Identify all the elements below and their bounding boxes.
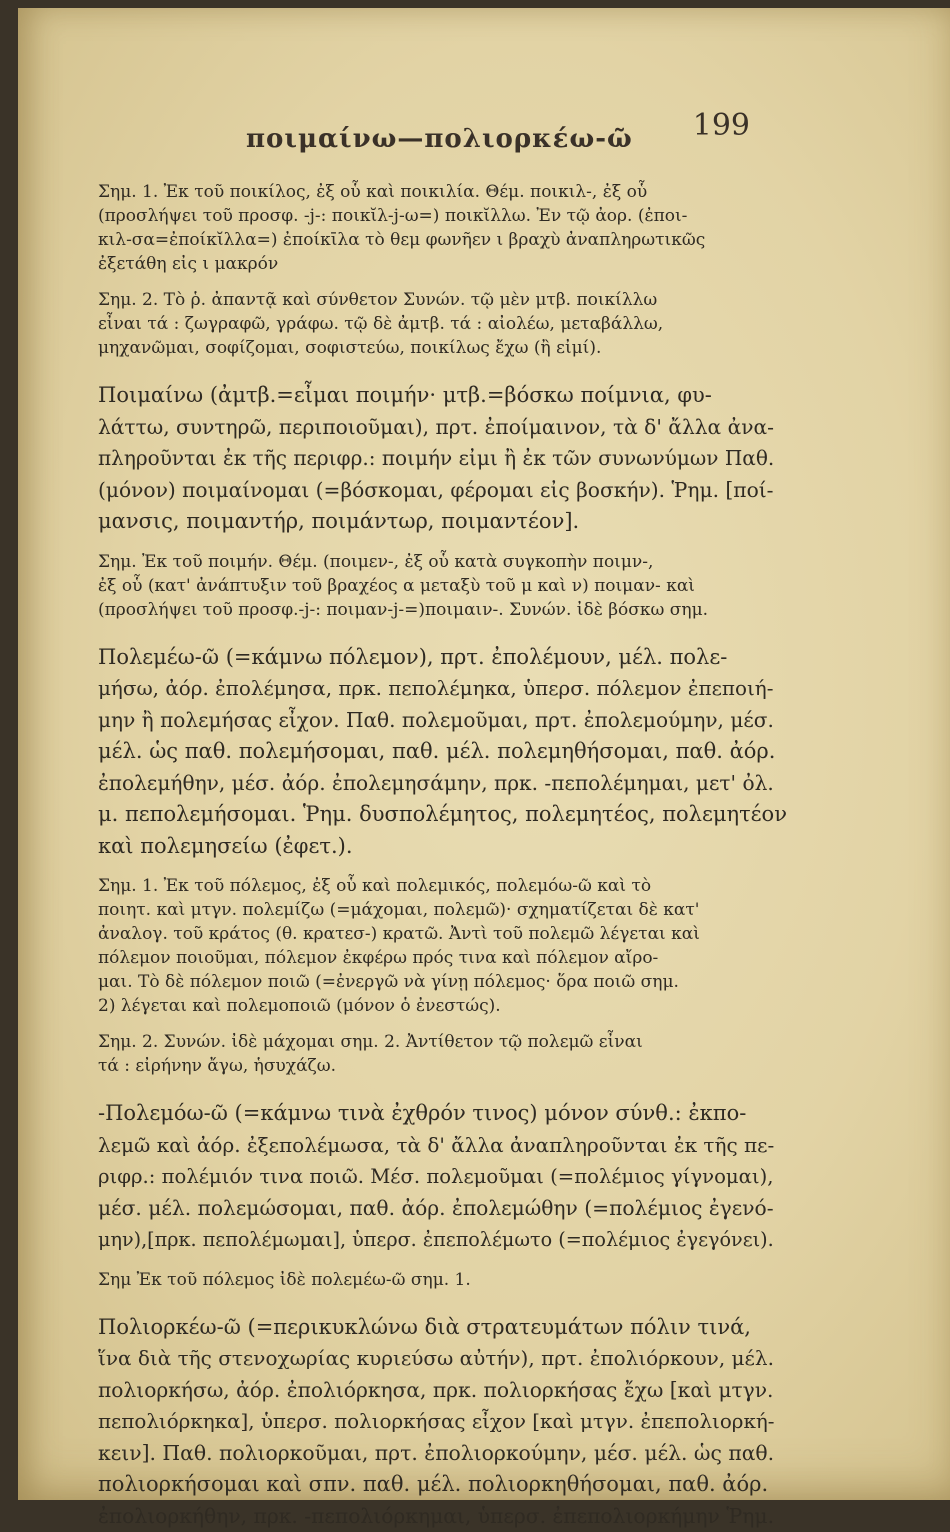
page-number: 199: [693, 108, 750, 143]
text-line: πολιορκήσομαι καὶ σπν. παθ. μέλ. πολιορκηθήσομαι, παθ. ἀόρ.: [98, 1469, 788, 1501]
text-line: πληροῦνται ἐκ τῆς περιφρ.: ποιμήν εἰμι ἢ ἐκ τῶν συνωνύμων Παθ.: [98, 443, 788, 475]
text-line: εἶναι τά : ζωγραφῶ, γράφω. τῷ δὲ ἀμτβ. τά : αἰολέω, μεταβάλλω,: [98, 312, 788, 336]
dictionary-entry: [98, 642, 788, 863]
text-line: μην ἢ πολεμήσας εἶχον. Παθ. πολεμοῦμαι, πρτ. ἐπολεμούμην, μέσ.: [98, 705, 788, 737]
text-line: Σημ. 2. Τὸ ῥ. ἀπαντᾷ καὶ σύνθετον Συνών. τῷ μὲν μτβ. ποικίλλω: [98, 288, 788, 312]
text-line: μέσ. μέλ. πολεμώσομαι, παθ. ἀόρ. ἐπολεμώθην (=πολέμιος ἐγενό-: [98, 1193, 788, 1225]
note-paragraph: [98, 874, 788, 1018]
text-line: καὶ πολεμησείω (ἐφετ.).: [98, 831, 788, 863]
text-line: λεμῶ καὶ ἀόρ. ἐξεπολέμωσα, τὰ δ' ἄλλα ἀναπληροῦνται ἐκ τῆς πε-: [98, 1130, 788, 1162]
text-line: μ. πεπολεμήσομαι. Ῥημ. δυσπολέμητος, πολεμητέος, πολεμητέον: [98, 799, 788, 831]
text-line: Σημ Ἐκ τοῦ πόλεμος ἰδὲ πολεμέω-ῶ σημ. 1.: [98, 1268, 788, 1292]
book-page: [18, 8, 950, 1500]
dictionary-entry: [98, 380, 788, 538]
text-line: ἐξετάθη εἰς ι μακρόν: [98, 252, 788, 276]
text-line: μηχανῶμαι, σοφίζομαι, σοφιστεύω, ποικίλως ἔχω (ἢ εἰμί).: [98, 336, 788, 360]
text-line: 2) λέγεται καὶ πολεμοποιῶ (μόνον ὁ ἐνεστώς).: [98, 994, 788, 1018]
text-line: (προσλήψει τοῦ προσφ. -j-: ποικῐλ-j-ω=) ποικῐλλω. Ἐν τῷ ἀορ. (ἐποι-: [98, 204, 788, 228]
text-line: Ποιμαίνω (ἀμτβ.=εἶμαι ποιμήν· μτβ.=βόσκω ποίμνια, φυ-: [98, 380, 788, 412]
running-header: ποιμαίνω—πολιορκέω-ῶ: [246, 124, 633, 154]
text-line: μήσω, ἀόρ. ἐπολέμησα, πρκ. πεπολέμηκα, ὑπερσ. πόλεμον ἐπεποιή-: [98, 673, 788, 705]
text-line: πεπολιόρκηκα], ὑπερσ. πολιορκήσας εἶχον [καὶ μτγν. ἐπεπολιορκή-: [98, 1406, 788, 1438]
text-line: Πολεμέω-ῶ (=κάμνω πόλεμον), πρτ. ἐπολέμουν, μέλ. πολε-: [98, 642, 788, 674]
text-line: πόλεμον ποιοῦμαι, πόλεμον ἐκφέρω πρός τινα καὶ πόλεμον αἴρο-: [98, 946, 788, 970]
text-line: πολιορκήσω, ἀόρ. ἐπολιόρκησα, πρκ. πολιορκήσας ἔχω [καὶ μτγν.: [98, 1375, 788, 1407]
text-line: κειν]. Παθ. πολιορκοῦμαι, πρτ. ἐπολιορκούμην, μέσ. μέλ. ὡς παθ.: [98, 1438, 788, 1470]
note-paragraph: [98, 1030, 788, 1078]
dictionary-entry: [98, 1098, 788, 1256]
text-line: μανσις, ποιμαντήρ, ποιμάντωρ, ποιμαντέον].: [98, 506, 788, 538]
text-line: ἵνα διὰ τῆς στενοχωρίας κυριεύσω αὐτήν), πρτ. ἐπολιόρκουν, μέλ.: [98, 1343, 788, 1375]
note-paragraph: [98, 550, 788, 622]
text-line: (προσλήψει τοῦ προσφ.-j-: ποιμαν-j-=)ποιμαιν-. Συνών. ἰδὲ βόσκω σημ.: [98, 598, 788, 622]
note-paragraph: [98, 180, 788, 276]
text-line: τά : εἰρήνην ἄγω, ἡσυχάζω.: [98, 1054, 788, 1078]
text-line: λάττω, συντηρῶ, περιποιοῦμαι), πρτ. ἐποίμαινον, τὰ δ' ἄλλα ἀνα-: [98, 412, 788, 444]
text-line: ἐπολεμήθην, μέσ. ἀόρ. ἐπολεμησάμην, πρκ. -πεπολέμημαι, μετ' ὀλ.: [98, 768, 788, 800]
text-line: -Πολεμόω-ῶ (=κάμνω τινὰ ἐχθρόν τινος) μόνον σύνθ.: ἐκπο-: [98, 1098, 788, 1130]
text-line: Σημ. 1. Ἐκ τοῦ ποικίλος, ἐξ οὗ καὶ ποικιλία. Θέμ. ποικιλ-, ἐξ οὗ: [98, 180, 788, 204]
text-line: Σημ. Ἐκ τοῦ ποιμήν. Θέμ. (ποιμεν-, ἐξ οὗ κατὰ συγκοπὴν ποιμν-,: [98, 550, 788, 574]
text-line: ἀναλογ. τοῦ κράτος (θ. κρατεσ-) κρατῶ. Ἀντὶ τοῦ πολεμῶ λέγεται καὶ: [98, 922, 788, 946]
text-line: ἐπολιορκήθην, πρκ. -πεπολιόρκημαι, ὑπερσ. ἐπεπολιορκήμην Ῥημ.: [98, 1501, 788, 1532]
text-line: ἐξ οὗ (κατ' ἀνάπτυξιν τοῦ βραχέος α μεταξὺ τοῦ μ καὶ ν) ποιμαν- καὶ: [98, 574, 788, 598]
text-line: μέλ. ὡς παθ. πολεμήσομαι, παθ. μέλ. πολεμηθήσομαι, παθ. ἀόρ.: [98, 736, 788, 768]
text-line: Σημ. 2. Συνών. ἰδὲ μάχομαι σημ. 2. Ἀντίθετον τῷ πολεμῶ εἶναι: [98, 1030, 788, 1054]
text-line: κιλ-σα=ἐποίκῐλλα=) ἐποίκῑλα τὸ θεμ φωνῆεν ι βραχὺ ἀναπληρωτικῶς: [98, 228, 788, 252]
text-line: Πολιορκέω-ῶ (=περικυκλώνω διὰ στρατευμάτων πόλιν τινά,: [98, 1312, 788, 1344]
text-line: (μόνον) ποιμαίνομαι (=βόσκομαι, φέρομαι εἰς βοσκήν). Ῥημ. [ποί-: [98, 475, 788, 507]
note-paragraph: [98, 1268, 788, 1292]
text-line: ριφρ.: πολέμιόν τινα ποιῶ. Μέσ. πολεμοῦμαι (=πολέμιος γίγνομαι),: [98, 1161, 788, 1193]
text-line: μαι. Τὸ δὲ πόλεμον ποιῶ (=ἐνεργῶ νὰ γίνῃ πόλεμος· ὅρα ποιῶ σημ.: [98, 970, 788, 994]
note-paragraph: [98, 288, 788, 360]
page-text: [98, 168, 788, 1532]
dictionary-entry: [98, 1312, 788, 1532]
text-line: ποιητ. καὶ μτγν. πολεμίζω (=μάχομαι, πολεμῶ)· σχηματίζεται δὲ κατ': [98, 898, 788, 922]
text-line: Σημ. 1. Ἐκ τοῦ πόλεμος, ἐξ οὗ καὶ πολεμικός, πολεμόω-ῶ καὶ τὸ: [98, 874, 788, 898]
text-line: μην),[πρκ. πεπολέμωμαι], ὑπερσ. ἐπεπολέμωτο (=πολέμιος ἐγεγόνει).: [98, 1224, 788, 1256]
